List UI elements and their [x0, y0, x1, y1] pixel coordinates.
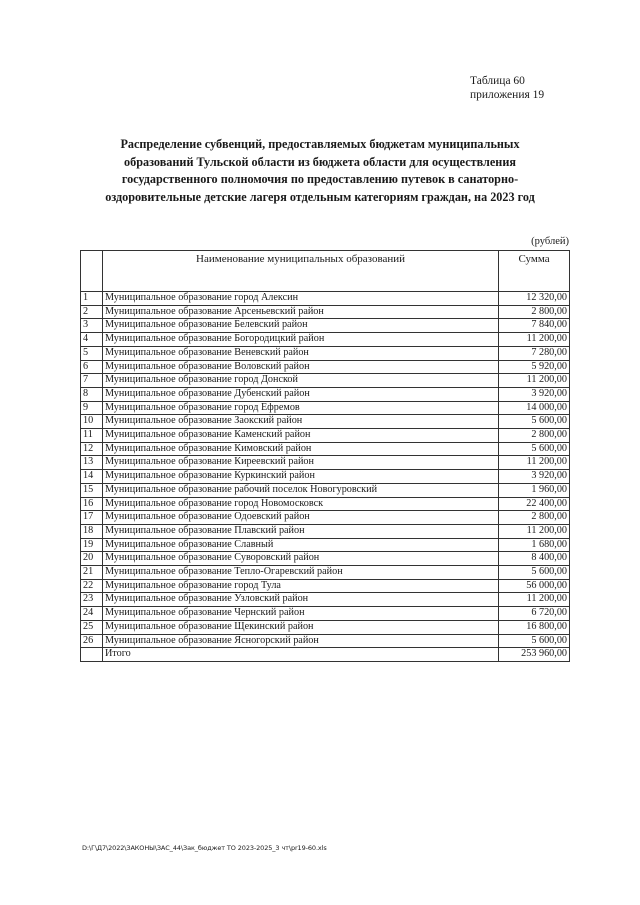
unit-label: (рублей) [531, 236, 569, 247]
table-row [81, 292, 570, 306]
municipality-name: Муниципальное образование Щекинский район [102, 620, 498, 634]
table-reference [470, 74, 590, 102]
row-number: 11 [81, 429, 103, 443]
subsidy-amount: 3 920,00 [499, 387, 570, 401]
file-path-footer: D:\Г\Д7\2022\ЗАКОНЫ\ЗАС_44\Зак_бюджет ТО 2023-2025_3 чт\pr19-60.xls [82, 844, 327, 852]
table-row [81, 552, 570, 566]
table-row [81, 346, 570, 360]
row-number: 8 [81, 387, 103, 401]
row-number: 3 [81, 319, 103, 333]
subsidy-amount: 5 920,00 [499, 360, 570, 374]
subsidy-amount: 5 600,00 [499, 442, 570, 456]
subsidy-amount: 11 200,00 [499, 374, 570, 388]
subsidy-amount: 11 200,00 [499, 333, 570, 347]
subsidy-amount: 14 000,00 [499, 401, 570, 415]
subsidy-amount: 2 800,00 [499, 305, 570, 319]
subsidy-amount: 11 200,00 [499, 524, 570, 538]
subsidy-amount: 3 920,00 [499, 470, 570, 484]
table-row [81, 305, 570, 319]
subsidy-amount: 7 840,00 [499, 319, 570, 333]
subsidy-amount: 5 600,00 [499, 566, 570, 580]
appendix-label: приложения 19 [470, 89, 545, 101]
table-row [81, 333, 570, 347]
row-number: 13 [81, 456, 103, 470]
total-sum: 253 960,00 [499, 648, 570, 662]
subsidy-amount: 8 400,00 [499, 552, 570, 566]
municipality-name: Муниципальное образование Богородицкий район [102, 333, 498, 347]
municipality-name: Муниципальное образование Кимовский район [102, 442, 498, 456]
row-number: 22 [81, 579, 103, 593]
subsidy-amount: 1 680,00 [499, 538, 570, 552]
row-number: 9 [81, 401, 103, 415]
row-number: 5 [81, 346, 103, 360]
row-number: 26 [81, 634, 103, 648]
table-row [81, 360, 570, 374]
table-label: Таблица 60 [470, 75, 525, 87]
table-row [81, 538, 570, 552]
table-row [81, 593, 570, 607]
municipality-name: Муниципальное образование Арсеньевский район [102, 305, 498, 319]
subsidy-table [80, 250, 570, 662]
municipality-name: Муниципальное образование Суворовский район [102, 552, 498, 566]
table-row [81, 607, 570, 621]
municipality-name: Муниципальное образование город Тула [102, 579, 498, 593]
municipality-name: Муниципальное образование Узловский район [102, 593, 498, 607]
row-number: 23 [81, 593, 103, 607]
municipality-name: Муниципальное образование город Новомосковск [102, 497, 498, 511]
row-number: 16 [81, 497, 103, 511]
table-row [81, 401, 570, 415]
subsidy-amount: 11 200,00 [499, 456, 570, 470]
row-number: 25 [81, 620, 103, 634]
subsidy-amount: 12 320,00 [499, 292, 570, 306]
row-number: 7 [81, 374, 103, 388]
municipality-name: Муниципальное образование Плавский район [102, 524, 498, 538]
row-number: 4 [81, 333, 103, 347]
table-row [81, 634, 570, 648]
municipality-name: Муниципальное образование Славный [102, 538, 498, 552]
municipality-name: Муниципальное образование Дубенский район [102, 387, 498, 401]
document-title: Распределение субвенций, предоставляемых бюджетам муниципальных образований Тульской области из бюджета области для осуществления государственного полномочия по предоставлению путевок в санаторно-оздоровительные детские лагеря отдельным категориям граждан, на 2023 год [105, 137, 535, 204]
municipality-name: Муниципальное образование Веневский район [102, 346, 498, 360]
row-number: 20 [81, 552, 103, 566]
row-number: 12 [81, 442, 103, 456]
table-row [81, 374, 570, 388]
table-row [81, 620, 570, 634]
total-number-cell [81, 648, 103, 662]
municipality-name: Муниципальное образование Куркинский район [102, 470, 498, 484]
row-number: 1 [81, 292, 103, 306]
table-row [81, 497, 570, 511]
subsidy-amount: 2 800,00 [499, 429, 570, 443]
subsidy-amount: 7 280,00 [499, 346, 570, 360]
row-number: 2 [81, 305, 103, 319]
table-row [81, 511, 570, 525]
table-header-row [81, 251, 570, 292]
row-number: 10 [81, 415, 103, 429]
table-row [81, 483, 570, 497]
municipality-name: Муниципальное образование Каменский район [102, 429, 498, 443]
table-row [81, 319, 570, 333]
municipality-name: Муниципальное образование Одоевский район [102, 511, 498, 525]
table-row [81, 415, 570, 429]
row-number: 24 [81, 607, 103, 621]
subsidy-amount: 5 600,00 [499, 634, 570, 648]
table-row [81, 579, 570, 593]
subsidy-amount: 1 960,00 [499, 483, 570, 497]
total-row [81, 648, 570, 662]
table-row [81, 429, 570, 443]
table-row [81, 456, 570, 470]
total-label: Итого [102, 648, 498, 662]
municipality-name: Муниципальное образование Ясногорский район [102, 634, 498, 648]
municipality-name: Муниципальное образование Чернский район [102, 607, 498, 621]
row-number: 15 [81, 483, 103, 497]
table-row [81, 566, 570, 580]
municipality-name: Муниципальное образование Тепло-Огаревский район [102, 566, 498, 580]
row-number: 21 [81, 566, 103, 580]
municipality-name: Муниципальное образование Заокский район [102, 415, 498, 429]
municipality-name: Муниципальное образование рабочий поселок Новогуровский [102, 483, 498, 497]
table-row [81, 470, 570, 484]
municipality-name: Муниципальное образование Киреевский район [102, 456, 498, 470]
subsidy-amount: 22 400,00 [499, 497, 570, 511]
column-header-name: Наименование муниципальных образований [102, 251, 498, 292]
row-number: 19 [81, 538, 103, 552]
row-number: 18 [81, 524, 103, 538]
subsidy-amount: 16 800,00 [499, 620, 570, 634]
row-number: 6 [81, 360, 103, 374]
municipality-name: Муниципальное образование город Ефремов [102, 401, 498, 415]
subsidy-amount: 11 200,00 [499, 593, 570, 607]
municipality-name: Муниципальное образование город Донской [102, 374, 498, 388]
subsidy-amount: 6 720,00 [499, 607, 570, 621]
table-row [81, 524, 570, 538]
table-row [81, 387, 570, 401]
subsidy-amount: 5 600,00 [499, 415, 570, 429]
subsidy-amount: 2 800,00 [499, 511, 570, 525]
column-header-sum: Сумма [499, 251, 570, 292]
municipality-name: Муниципальное образование Воловский район [102, 360, 498, 374]
row-number: 17 [81, 511, 103, 525]
table-row [81, 442, 570, 456]
subsidy-amount: 56 000,00 [499, 579, 570, 593]
row-number: 14 [81, 470, 103, 484]
municipality-name: Муниципальное образование город Алексин [102, 292, 498, 306]
municipality-name: Муниципальное образование Белевский район [102, 319, 498, 333]
column-header-number [81, 251, 103, 292]
